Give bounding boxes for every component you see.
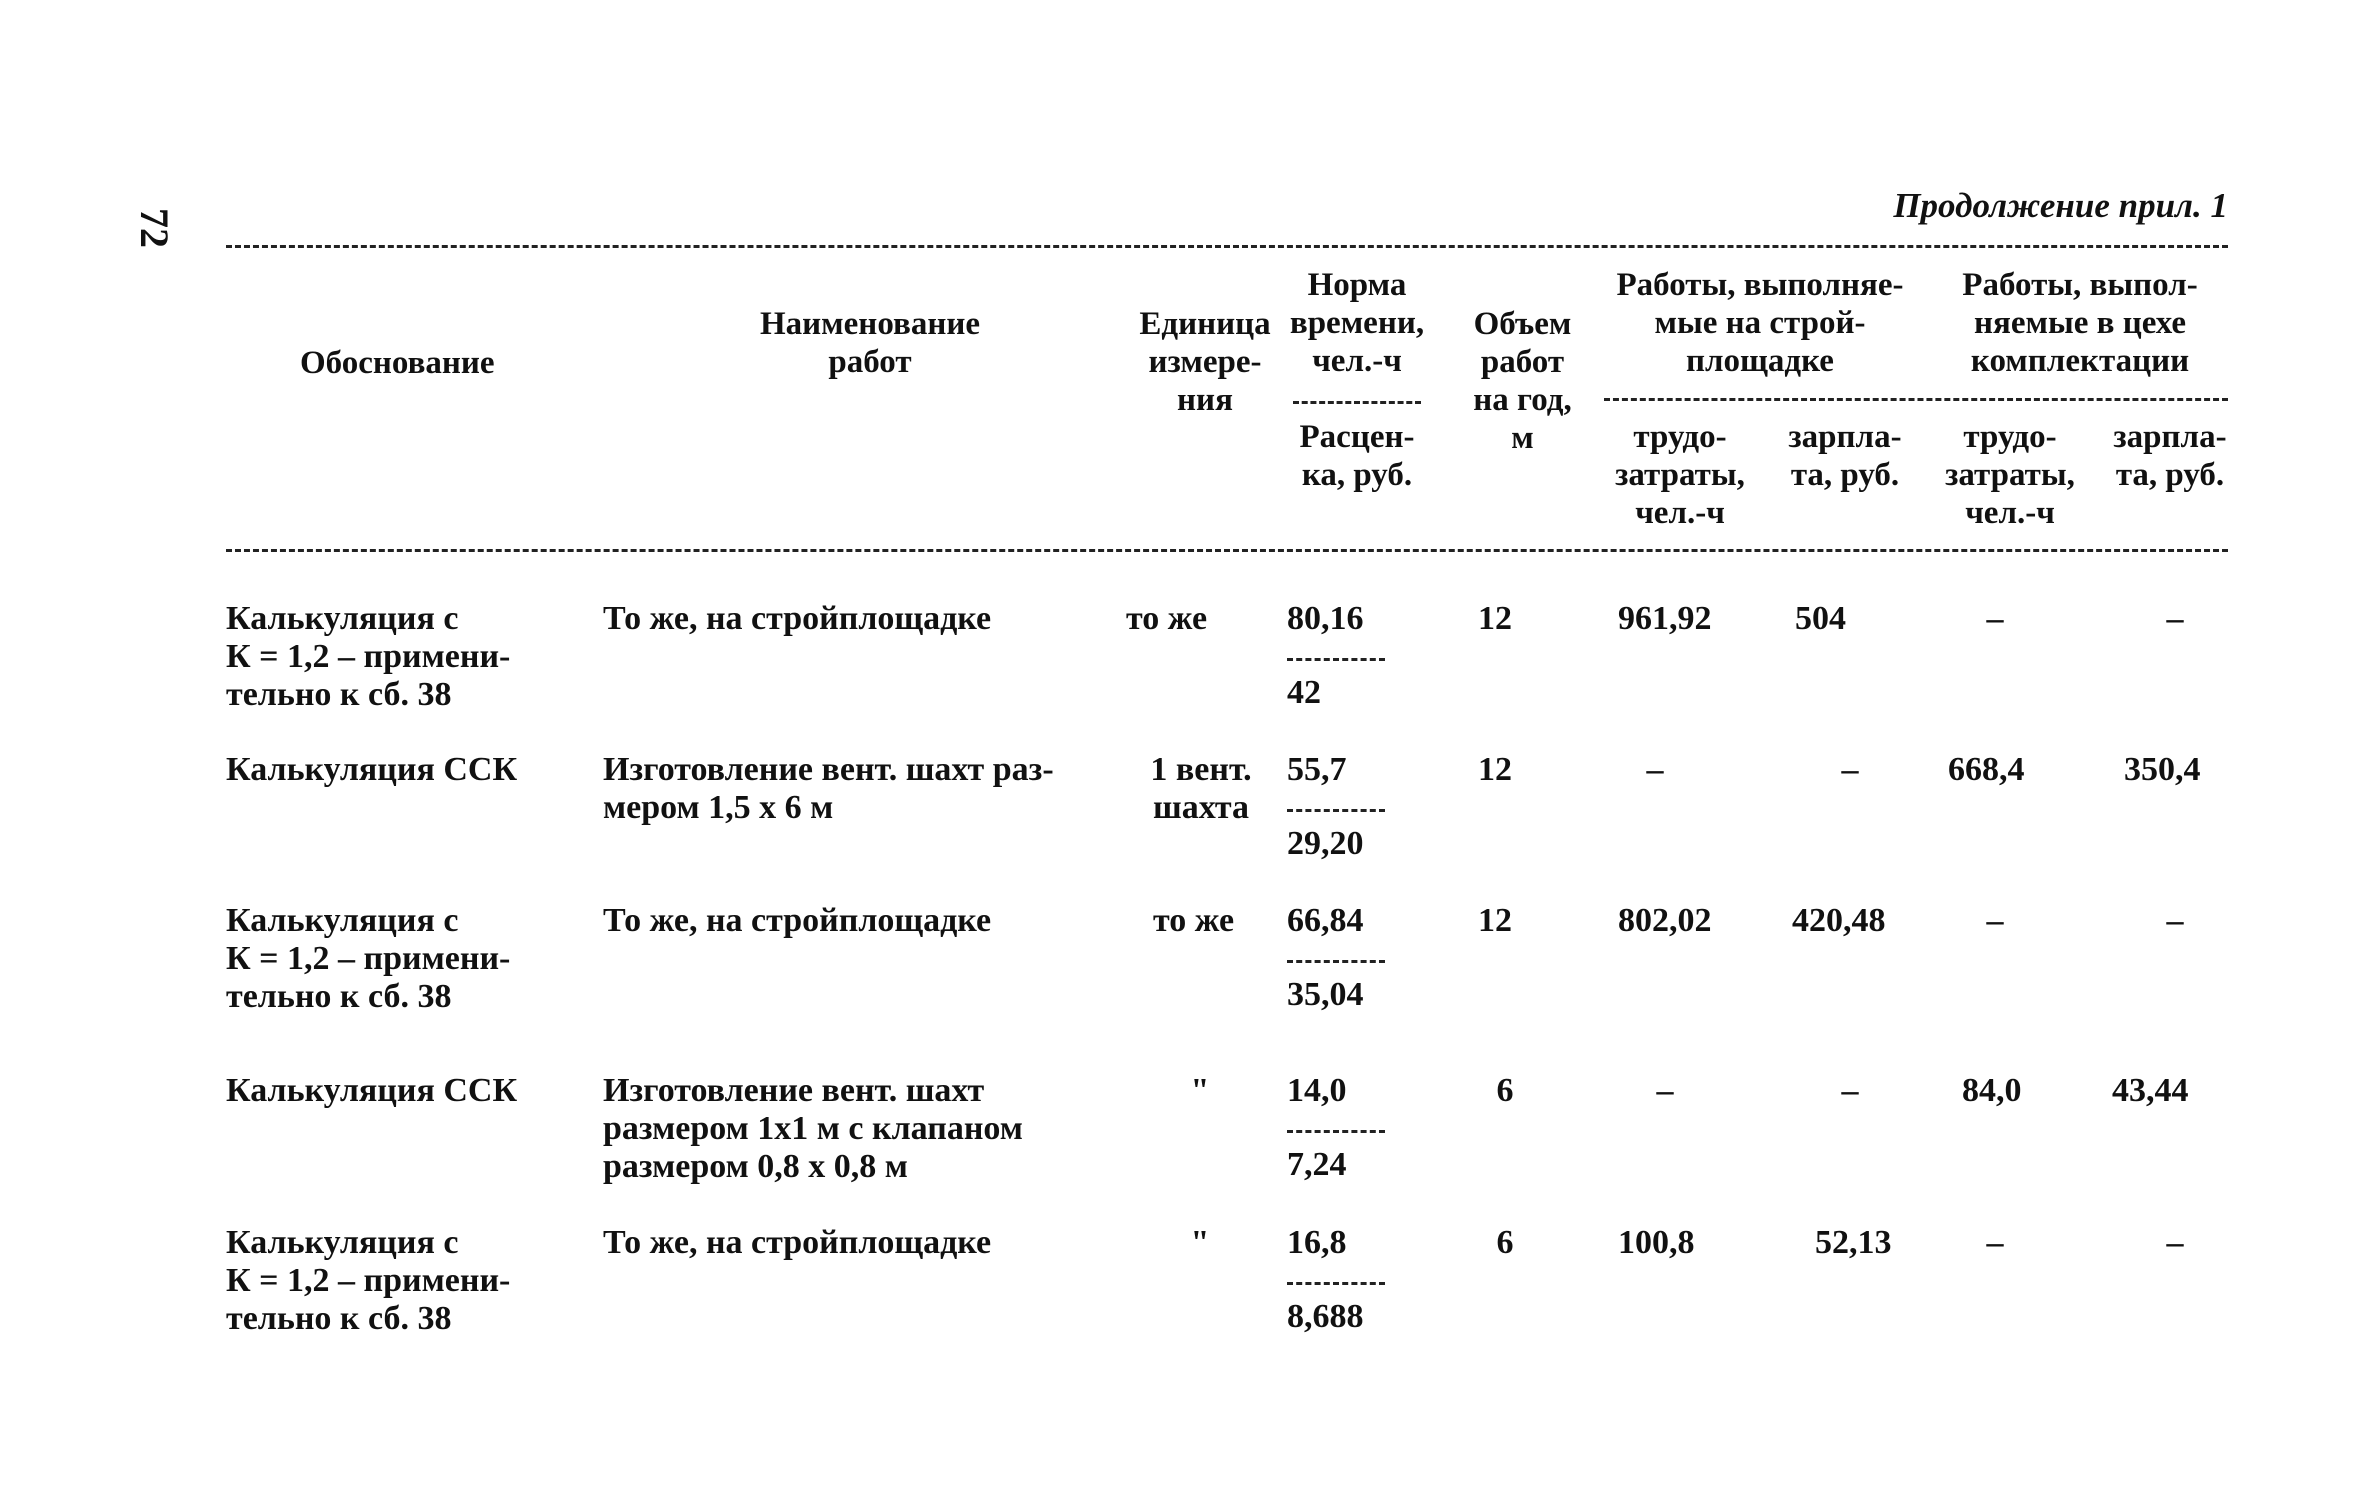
cell-volume: 6 — [1496, 1072, 1514, 1109]
cell-shop-wage: – — [2166, 600, 2184, 637]
cell-site-wage: 420,48 — [1792, 902, 1886, 939]
cell-basis: Калькуляция с К = 1,2 – примени- тельно к сб. 38 — [226, 1224, 511, 1337]
cell-unit: 1 вент. шахта — [1150, 751, 1252, 826]
header-unit: Единица измере- ния — [1139, 306, 1271, 418]
header-site-group: Работы, выполняе- мые на строй- площадке — [1616, 267, 1904, 379]
cell-unit: то же — [1126, 600, 1208, 637]
table-row — [0, 1072, 2362, 1192]
header-shop-wage: зарпла- та, руб. — [2113, 419, 2227, 493]
cell-basis: Калькуляция с К = 1,2 – примени- тельно к сб. 38 — [226, 902, 511, 1015]
header-bottom-rule — [226, 549, 2228, 552]
cell-shop-wage: 350,4 — [2124, 751, 2201, 788]
cell-work-name: То же, на стройплощадке — [603, 600, 992, 637]
cell-work-name: Изготовление вент. шахт раз- мером 1,5 х 6 м — [603, 751, 1054, 826]
cell-norm-time: 66,84 — [1287, 902, 1364, 939]
cell-shop-wage: – — [2166, 902, 2184, 939]
cell-work-name: То же, на стройплощадке — [603, 1224, 992, 1261]
cell-unit: то же — [1153, 902, 1235, 939]
header-shop-labor: трудо- затраты, чел.-ч — [1945, 419, 2075, 531]
norm-rate-divider — [1293, 401, 1421, 404]
cell-work-name: Изготовление вент. шахт размером 1х1 м с клапаном размером 0,8 х 0,8 м — [603, 1072, 1023, 1185]
cell-norm-time: 16,8 — [1287, 1224, 1347, 1261]
cell-basis: Калькуляция ССК — [226, 751, 518, 788]
table-row — [0, 1224, 2362, 1344]
cell-rate: 8,688 — [1287, 1298, 1364, 1335]
cell-volume: 6 — [1496, 1224, 1514, 1261]
cell-norm-time: 80,16 — [1287, 600, 1364, 637]
cell-rate: 35,04 — [1287, 976, 1364, 1013]
cell-volume: 12 — [1478, 751, 1512, 788]
cell-site-labor: 100,8 — [1618, 1224, 1695, 1261]
table-row — [0, 600, 2362, 720]
cell-site-wage: 504 — [1795, 600, 1846, 637]
cell-basis: Калькуляция ССК — [226, 1072, 518, 1109]
cell-shop-labor: – — [1986, 902, 2004, 939]
cell-shop-labor: 668,4 — [1948, 751, 2025, 788]
cell-rate: 42 — [1287, 674, 1321, 711]
cell-rate: 7,24 — [1287, 1146, 1347, 1183]
header-basis: Обоснование — [300, 345, 495, 381]
cell-volume: 12 — [1478, 902, 1512, 939]
cell-shop-wage: – — [2166, 1224, 2184, 1261]
header-shop-group: Работы, выпол- няемые в цехе комплектации — [1962, 267, 2198, 379]
norm-rate-divider — [1287, 1130, 1385, 1133]
norm-rate-divider — [1287, 960, 1385, 963]
cell-site-wage: – — [1841, 751, 1859, 788]
cell-site-wage: 52,13 — [1815, 1224, 1892, 1261]
cell-site-labor: 961,92 — [1618, 600, 1712, 637]
header-work-name: Наименование работ — [760, 306, 980, 380]
cell-work-name: То же, на стройплощадке — [603, 902, 992, 939]
continuation-caption: Продолжение прил. 1 — [1893, 186, 2228, 225]
page-number: 72 — [132, 208, 177, 248]
cell-site-labor: 802,02 — [1618, 902, 1712, 939]
norm-rate-divider — [1287, 658, 1385, 661]
header-norm-time: Норма времени, чел.-ч — [1289, 267, 1425, 379]
norm-rate-divider — [1287, 809, 1385, 812]
group-subheader-rule — [1604, 398, 2228, 401]
cell-site-labor: – — [1646, 751, 1664, 788]
table-row — [0, 751, 2362, 871]
cell-rate: 29,20 — [1287, 825, 1364, 862]
norm-rate-divider — [1287, 1282, 1385, 1285]
cell-basis: Калькуляция с К = 1,2 – примени- тельно к сб. 38 — [226, 600, 511, 713]
cell-norm-time: 14,0 — [1287, 1072, 1347, 1109]
cell-shop-labor: – — [1986, 600, 2004, 637]
cell-shop-labor: – — [1986, 1224, 2004, 1261]
cell-unit: " — [1190, 1224, 1210, 1261]
cell-shop-labor: 84,0 — [1962, 1072, 2022, 1109]
header-site-labor: трудо- затраты, чел.-ч — [1615, 419, 1745, 531]
header-site-wage: зарпла- та, руб. — [1788, 419, 1902, 493]
cell-volume: 12 — [1478, 600, 1512, 637]
cell-norm-time: 55,7 — [1287, 751, 1347, 788]
cell-shop-wage: 43,44 — [2112, 1072, 2189, 1109]
table-row — [0, 902, 2362, 1022]
table-top-rule — [226, 245, 2228, 248]
header-volume: Объем работ на год, м — [1473, 306, 1572, 456]
cell-unit: " — [1190, 1072, 1210, 1109]
cell-site-wage: – — [1841, 1072, 1859, 1109]
cell-site-labor: – — [1656, 1072, 1674, 1109]
header-rate: Расцен- ка, руб. — [1299, 419, 1415, 493]
